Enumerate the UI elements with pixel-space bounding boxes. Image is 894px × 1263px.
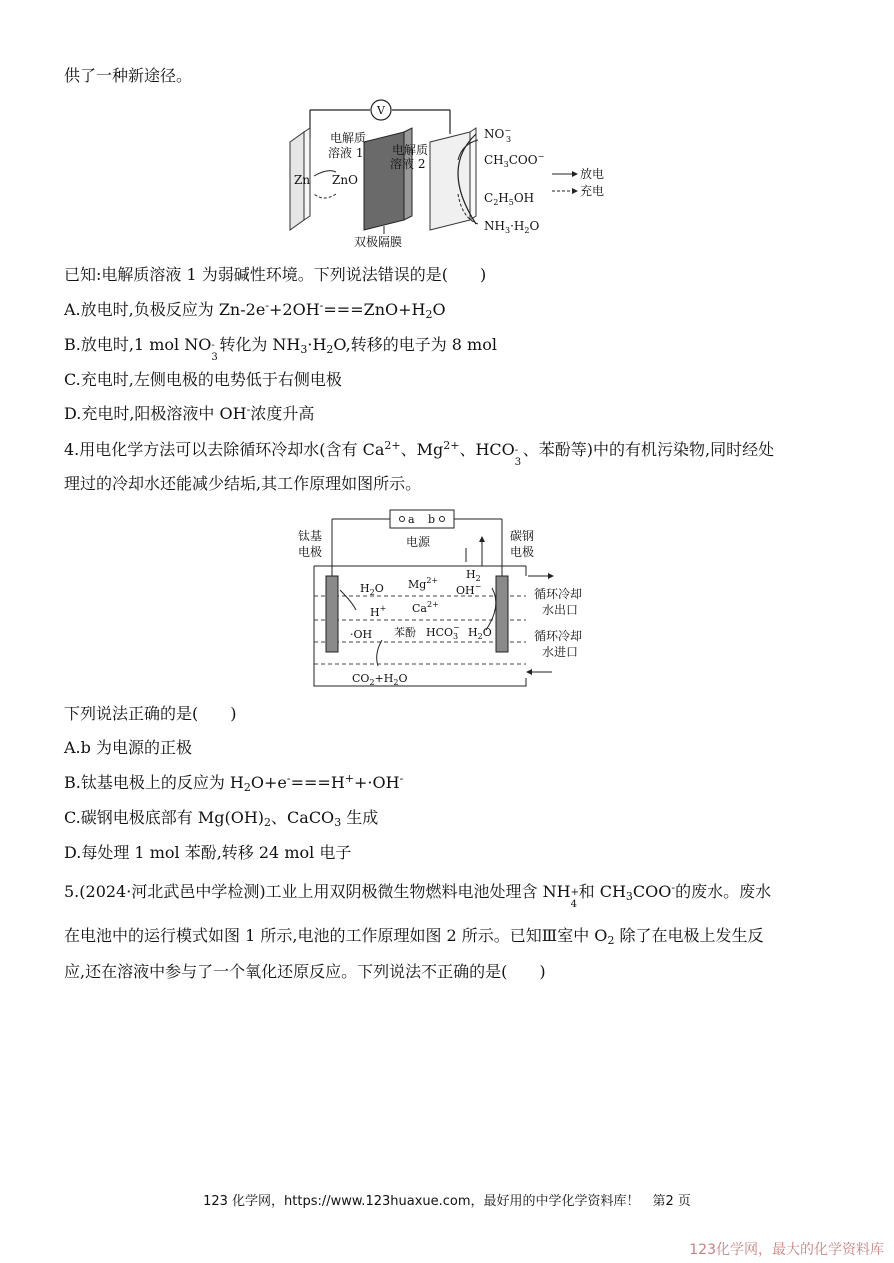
nh3h2o-label: $NH_3\cdot H_2O$ [484, 219, 540, 235]
q4-ask: 下列说法正确的是( ) [64, 704, 237, 723]
steel-label-b: 电极 [510, 545, 535, 559]
q4-option-d: D.每处理 1 mol 苯酚,转移 24 mol 电子 [64, 843, 352, 862]
q4-option-a: A.b 为电源的正极 [64, 738, 192, 757]
watermark: 123化学网，最大的化学资料库 [689, 1242, 884, 1258]
q5-line-2: 在电池中的运行模式如图 1 所示,电池的工作原理如图 2 所示。已知Ⅲ室中 $O_2$ 除了在电极上发生反 [64, 926, 764, 947]
electrolyte2-label-b: 溶液 2 [390, 157, 426, 171]
titanium-label-a: 钛基 [298, 529, 323, 543]
q5-line-1: 5.(2024·河北武邑中学检测)工业上用双阴极微生物燃料电池处理含 NH + 4 和 $CH_3COO^-$的废水。废水 [64, 881, 772, 910]
titanium-label-b: 电极 [298, 545, 323, 559]
h2-label: $H_2$ [466, 568, 481, 583]
battery-diagram [280, 98, 620, 256]
q4-stem-2: 理过的冷却水还能减少结垢,其工作原理如图所示。 [64, 474, 422, 493]
oh-ion: OH− [456, 582, 482, 597]
c2h5oh-label: $C_2H_5OH$ [484, 191, 535, 207]
power-label: 电源 [406, 535, 431, 549]
phenol-label: 苯酚 [394, 626, 416, 639]
inlet-label-a: 循环冷却 [534, 629, 583, 643]
hco3-label: $HCO_3-$ [426, 623, 460, 641]
power-terminal-b: b [428, 513, 436, 526]
h-ion: H+ [370, 604, 387, 619]
power-terminal-a: a [408, 513, 415, 526]
q4-option-b: B.钛基电极上的反应为 $H_2O+e^-===H^++\cdot OH^-$ [64, 772, 404, 794]
electrolyte1-label-b: 溶液 1 [328, 146, 364, 160]
page-footer: 123 化学网，https://www.123huaxue.com，最好用的中学化学资料库！ 第2 页 [203, 1194, 691, 1209]
co2-h2o-label: $CO_2+H_2O$ [352, 672, 408, 687]
inlet-label-b: 水进口 [542, 645, 579, 659]
oh-radical: ·OH [350, 628, 373, 641]
intro-line: 供了一种新途径。 [64, 66, 193, 85]
h2o-right: $H_2O$ [468, 626, 492, 641]
q4-stem-1: 4.用电化学方法可以去除循环冷却水(含有 $Ca^{2+}$、$Mg^{2+}$、HCO - 3 、苯酚等)中的有机污染物,同时经处 [64, 439, 775, 468]
q3-option-c: C.充电时,左侧电极的电势低于右侧电极 [64, 370, 342, 389]
q4-option-c: C.碳钢电极底部有 $Mg(OH)_2$、CaCO$_3$ 生成 [64, 808, 379, 829]
electrolyte2-label-a: 电解质 [392, 143, 429, 157]
zno-label: ZnO [332, 173, 358, 187]
h2o-left: $H_2O$ [360, 582, 384, 597]
steel-label-a: 碳钢 [510, 529, 535, 543]
electrolyte1-label-a: 电解质 [330, 131, 367, 145]
cooling-water-diagram [296, 506, 616, 688]
ca-ion: $Ca^{2+}$ [412, 600, 439, 615]
q3-stem: 已知:电解质溶液 1 为弱碱性环境。下列说法错误的是( ) [64, 265, 487, 284]
outlet-label-b: 水出口 [542, 603, 579, 617]
legend-charge: 充电 [580, 184, 605, 198]
q3-option-d: D.充电时,阳极溶液中 OH-浓度升高 [64, 403, 315, 423]
ch3coo-label: $CH_3COO^-$ [484, 152, 545, 169]
no3-label: NO− 3 [484, 126, 512, 144]
q5-line-3: 应,还在溶液中参与了一个氧化还原反应。下列说法不正确的是( ) [64, 962, 546, 981]
q3-option-a: A.放电时,负极反应为 $Zn-2e^-+2OH^-===ZnO+H_2O$ [64, 299, 446, 321]
legend-discharge: 放电 [580, 167, 605, 181]
membrane-label: 双极隔膜 [354, 235, 403, 249]
outlet-label-a: 循环冷却 [534, 587, 583, 601]
zn-label: Zn [294, 173, 311, 187]
voltmeter-label: V [377, 104, 385, 117]
mg-ion: $Mg^{2+}$ [408, 576, 439, 591]
q3-option-b: B.放电时,1 mol NO - 3 转化为 $NH_3\cdot H_2O$,转移的电子为 8 mol [64, 335, 497, 363]
